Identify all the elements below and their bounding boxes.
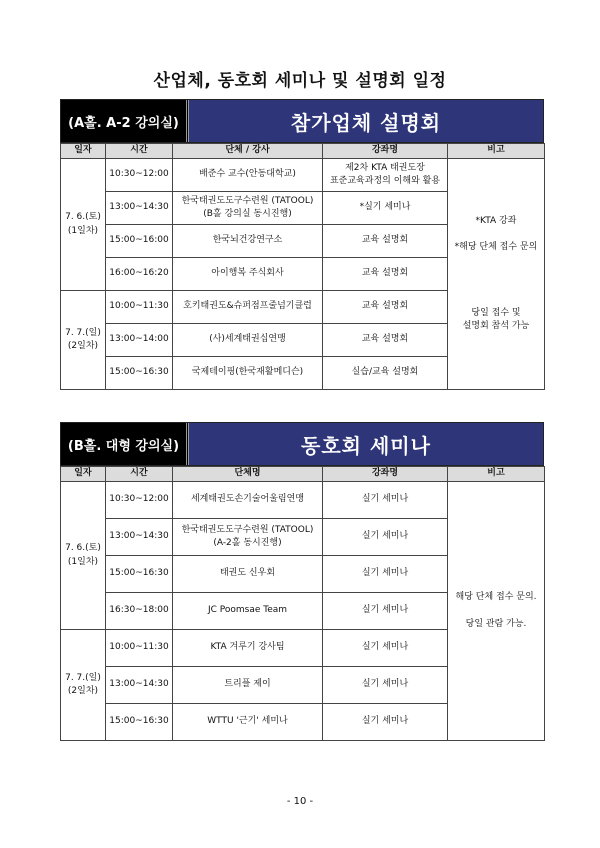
club-seminar-section	[60, 422, 544, 741]
hall-tag: (B홀. 대형 강의실)	[61, 423, 189, 465]
course-cell: 실기 세미나	[323, 519, 448, 556]
page-title: 산업체, 동호회 세미나 및 설명회 일정	[153, 71, 447, 91]
header-note: 비고	[448, 467, 545, 482]
schedule-table	[60, 466, 545, 741]
header-course: 강좌명	[323, 144, 448, 159]
org-cell: 태권도 신우회	[173, 556, 323, 593]
day-cell: 7. 6.(토) (1일차)	[61, 482, 106, 630]
schedule-table	[60, 143, 545, 390]
section-title: 참가업체 설명회	[189, 100, 543, 142]
section-banner	[60, 99, 544, 143]
course-cell: 실기 세미나	[323, 556, 448, 593]
day-cell: 7. 7.(일) (2일차)	[61, 291, 106, 390]
org-cell: (사)세계태권십연맹	[173, 324, 323, 357]
org-cell: 배준수 교수(안동대학교)	[173, 159, 323, 192]
time-cell: 16:30~18:00	[106, 593, 173, 630]
table-row	[61, 482, 545, 519]
header-note: 비고	[448, 144, 545, 159]
course-cell: 실기 세미나	[323, 593, 448, 630]
time-cell: 10:00~11:30	[106, 630, 173, 667]
header-org: 단체명	[173, 467, 323, 482]
exhibitor-briefing-section	[60, 99, 544, 390]
course-cell: 교육 설명회	[323, 225, 448, 258]
org-cell: 호키태권도&슈퍼점프줄넘기클럽	[173, 291, 323, 324]
time-cell: 15:00~16:30	[106, 704, 173, 741]
time-cell: 13:00~14:30	[106, 519, 173, 556]
time-cell: 13:00~14:30	[106, 667, 173, 704]
header-date: 일자	[61, 144, 106, 159]
time-cell: 10:00~11:30	[106, 291, 173, 324]
day-cell: 7. 6.(토) (1일차)	[61, 159, 106, 291]
header-org: 단체 / 강사	[173, 144, 323, 159]
org-cell: 세계태권도손기술어울림연맹	[173, 482, 323, 519]
org-cell: JC Poomsae Team	[173, 593, 323, 630]
course-cell: 실기 세미나	[323, 704, 448, 741]
org-cell: 아이행복 주식회사	[173, 258, 323, 291]
course-cell: 교육 설명회	[323, 291, 448, 324]
header-time: 시간	[106, 467, 173, 482]
time-cell: 15:00~16:00	[106, 225, 173, 258]
course-cell: 교육 설명회	[323, 324, 448, 357]
org-cell: 트리플 제이	[173, 667, 323, 704]
org-cell: 국제테이핑(한국재활메디슨)	[173, 357, 323, 390]
hall-tag: (A홀. A-2 강의실)	[61, 100, 189, 142]
table-row	[61, 159, 545, 192]
course-cell: 실기 세미나	[323, 482, 448, 519]
org-cell: 한국태권도도구수련원 (TATOOL) (A-2홀 동시진행)	[173, 519, 323, 556]
time-cell: 10:30~12:00	[106, 482, 173, 519]
time-cell: 13:00~14:30	[106, 192, 173, 225]
section-title: 동호회 세미나	[189, 423, 543, 465]
org-cell: 한국뇌건강연구소	[173, 225, 323, 258]
header-time: 시간	[106, 144, 173, 159]
note-cell: 해당 단체 접수 문의. 당일 관람 가능.	[448, 482, 545, 741]
org-cell: 한국태권도도구수련원 (TATOOL) (B홀 강의실 동시진행)	[173, 192, 323, 225]
time-cell: 13:00~14:00	[106, 324, 173, 357]
note-cell: *KTA 강좌 *해당 단체 접수 문의 당일 접수 및 설명회 참석 가능	[448, 159, 545, 390]
org-cell: KTA 겨루기 강사팀	[173, 630, 323, 667]
header-course: 강좌명	[323, 467, 448, 482]
header-date: 일자	[61, 467, 106, 482]
time-cell: 10:30~12:00	[106, 159, 173, 192]
day-cell: 7. 7.(일) (2일차)	[61, 630, 106, 741]
time-cell: 16:00~16:20	[106, 258, 173, 291]
course-cell: 실기 세미나	[323, 630, 448, 667]
course-cell: 실기 세미나	[323, 667, 448, 704]
section-banner	[60, 422, 544, 466]
course-cell: 실습/교육 설명회	[323, 357, 448, 390]
page-number: - 10 -	[286, 796, 314, 807]
course-cell: *실기 세미나	[323, 192, 448, 225]
course-cell: 교육 설명회	[323, 258, 448, 291]
time-cell: 15:00~16:30	[106, 357, 173, 390]
org-cell: WTTU '근기' 세미나	[173, 704, 323, 741]
time-cell: 15:00~16:30	[106, 556, 173, 593]
course-cell: 제2차 KTA 태권도장 표준교육과정의 이해와 활용	[323, 159, 448, 192]
